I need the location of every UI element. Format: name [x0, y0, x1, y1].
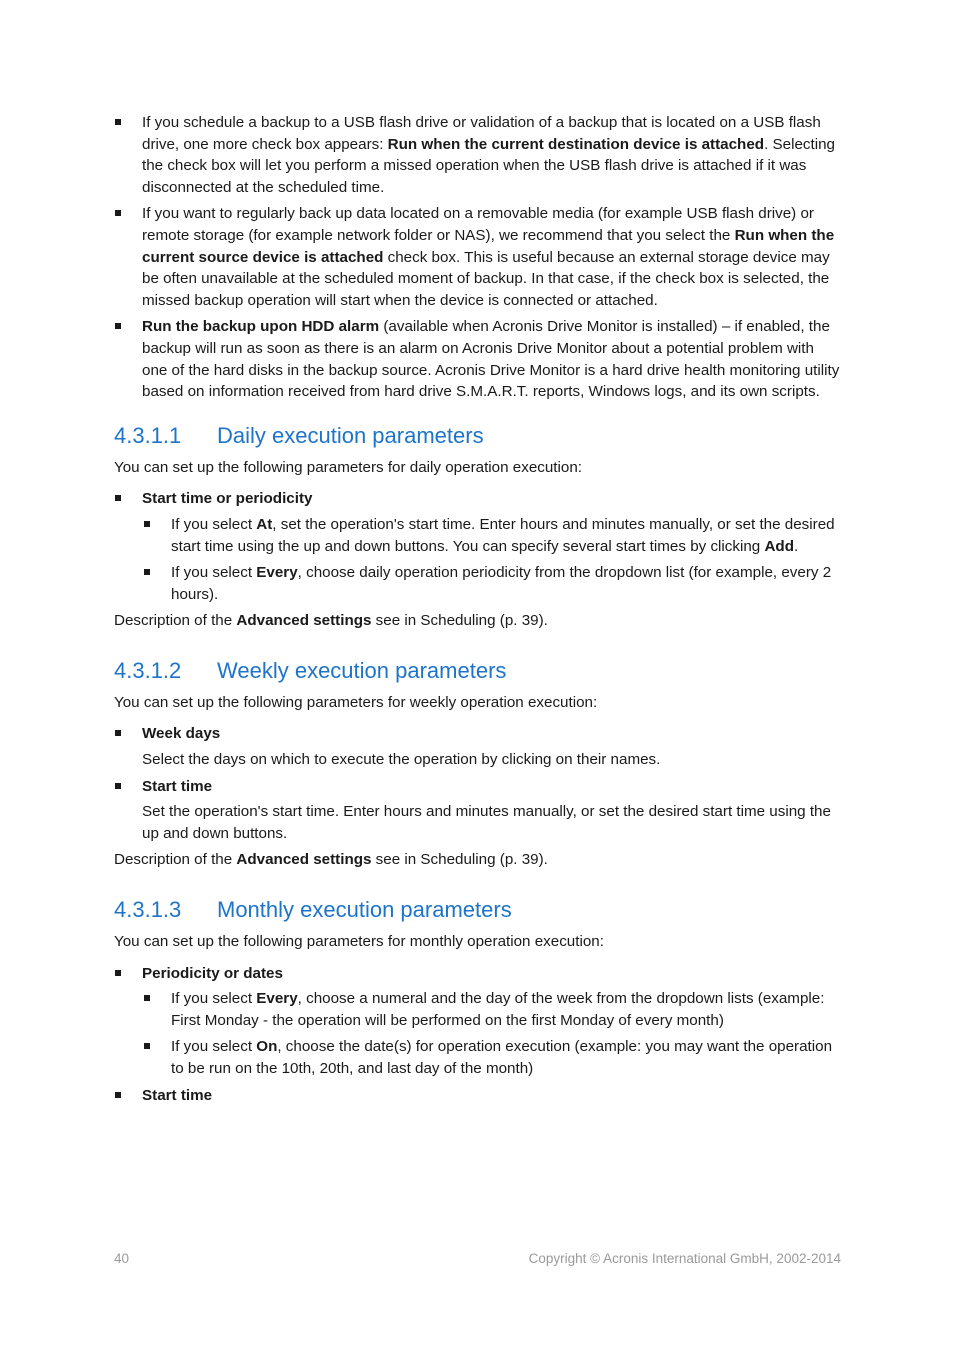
sub-list	[142, 988, 841, 1079]
list-item: Start time Set the operation's start time. Enter hours and minutes manually, or set the desired start time using the up and down buttons.	[114, 776, 841, 845]
section-heading-monthly: 4.3.1.3 Monthly execution parameters	[114, 897, 512, 923]
section-heading-daily: 4.3.1.1 Daily execution parameters	[114, 422, 484, 448]
list-item: Start time or periodicity If you select At, set the operation's start time. Enter hours and minutes manually, or set the desired start time using the up and down buttons. You can specify several start times by clicking Add. If you select Every, choose daily operation periodicity from the dropdown list (for example, every 2 hours).	[114, 488, 841, 605]
section-intro: You can set up the following parameters for weekly operation execution:	[114, 693, 598, 711]
scheduling-notes-list	[114, 112, 841, 403]
list-item: Run the backup upon HDD alarm (available when Acronis Drive Monitor is installed) – if enabled, the backup will run as soon as there is an alarm on Acronis Drive Monitor about a potential problem with one of the hard disks in the backup source. Acronis Drive Monitor is a hard drive health monitoring utility based on information received from hard drive S.M.A.R.T. reports, Windows logs, and its own scripts.	[114, 316, 841, 402]
advanced-settings-reference: Description of the Advanced settings see in Scheduling (p. 39).	[114, 851, 548, 869]
list-item: If you schedule a backup to a USB flash drive or validation of a backup that is located on a USB flash drive, one more check box appears: Run when the current destination device is attached. Selecting the check box will let you perform a missed operation when the USB flash drive is attached if it was disconnected at the scheduled time.	[114, 112, 841, 198]
sub-list	[142, 514, 841, 605]
sub-list-item: If you select Every, choose daily operation periodicity from the dropdown list (for example, every 2 hours).	[142, 562, 841, 605]
section-intro: You can set up the following parameters for monthly operation execution:	[114, 933, 604, 951]
scheduling-link[interactable]: see in Scheduling (p. 39).	[371, 851, 548, 869]
list-item: Periodicity or dates If you select Every, choose a numeral and the day of the week from the dropdown lists (example: First Monday - the operation will be performed on the first Monday of every month) If you select On, choose the date(s) for operation execution (example: you may want the operation to be run on the 10th, 20th, and last day of the month)	[114, 963, 841, 1080]
advanced-settings-reference: Description of the Advanced settings see in Scheduling (p. 39).	[114, 612, 548, 630]
weekly-params-list	[114, 723, 841, 844]
monthly-params-list	[114, 963, 841, 1107]
section-heading-weekly: 4.3.1.2 Weekly execution parameters	[114, 657, 507, 683]
document-body	[114, 112, 841, 1111]
list-item: Week days Select the days on which to execute the operation by clicking on their names.	[114, 723, 841, 770]
sub-list-item: If you select At, set the operation's start time. Enter hours and minutes manually, or set the desired start time using the up and down buttons. You can specify several start times by clicking Add.	[142, 514, 841, 557]
daily-params-list	[114, 488, 841, 605]
page-number: 40	[114, 1251, 130, 1266]
copyright-notice: Copyright © Acronis International GmbH, 2002-2014	[528, 1251, 841, 1266]
sub-list-item: If you select On, choose the date(s) for operation execution (example: you may want the operation to be run on the 10th, 20th, and last day of the month)	[142, 1036, 841, 1079]
list-item: Start time	[114, 1085, 841, 1107]
sub-list-item: If you select Every, choose a numeral and the day of the week from the dropdown lists (example: First Monday - the operation will be performed on the first Monday of every month)	[142, 988, 841, 1031]
list-item: If you want to regularly back up data located on a removable media (for example USB flash drive) or remote storage (for example network folder or NAS), we recommend that you select the Run when the current source device is attached check box. This is useful because an external storage device may be often unavailable at the scheduled moment of backup. In that case, if the check box is selected, the missed backup operation will start when the device is connected or attached.	[114, 203, 841, 311]
scheduling-link[interactable]: see in Scheduling (p. 39).	[371, 612, 548, 630]
section-intro: You can set up the following parameters for daily operation execution:	[114, 458, 583, 476]
